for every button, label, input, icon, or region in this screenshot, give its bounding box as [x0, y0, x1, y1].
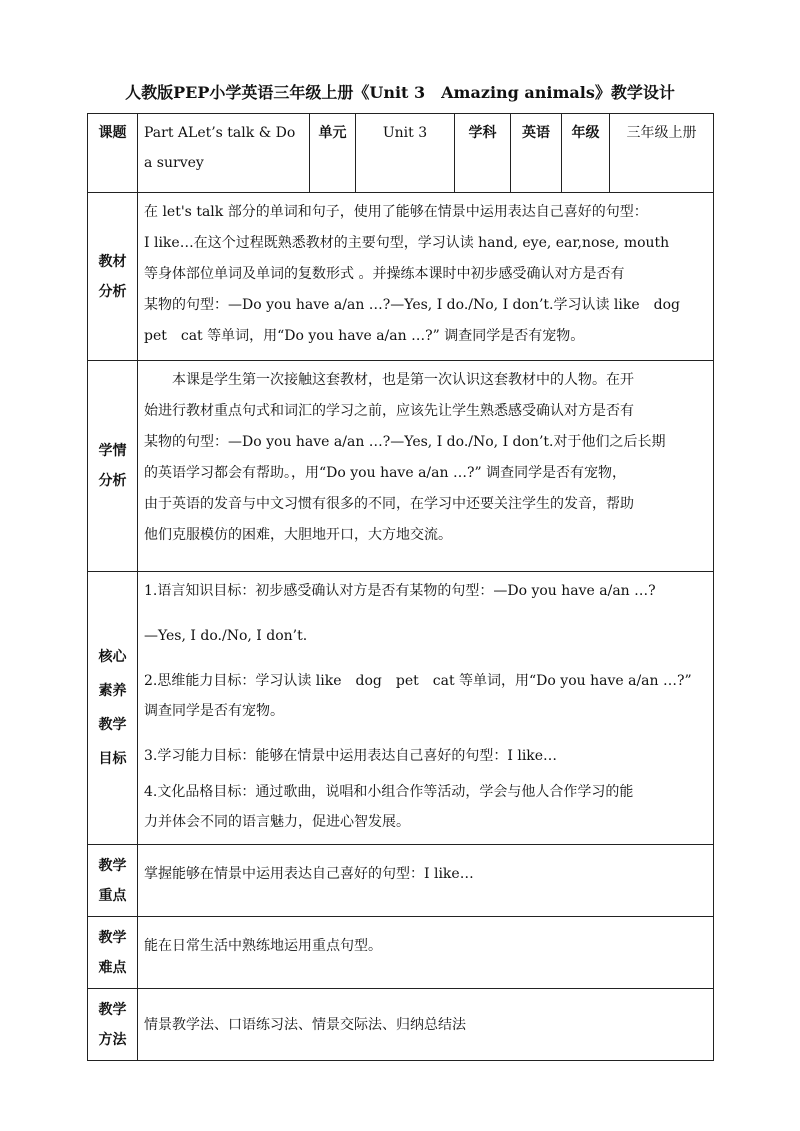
student-analysis-label: [88, 361, 138, 572]
core-label-line: 核心: [98, 649, 127, 665]
core-goals-row: [88, 572, 714, 845]
difficulties-label-line2: 难点: [98, 959, 127, 976]
difficulties-content: 能在日常生活中熟练地运用重点句型。: [138, 917, 714, 989]
student-label-line2: 分析: [98, 473, 127, 489]
lesson-plan-table: [87, 113, 714, 1061]
material-line: 等身体部位单词及单词的复数形式 。并操练本课时中初步感受确认对方是否有: [144, 266, 625, 282]
core-goals-label: [88, 572, 138, 845]
goal-3: 3.学习能力目标：能够在情景中运用表达自己喜好的句型：I like…: [144, 748, 558, 764]
document-title: 人教版PEP小学英语三年级上册《Unit 3 Amazing animals》教学设计: [125, 83, 675, 102]
material-label-line1: 教材: [98, 253, 127, 270]
unit-value: Unit 3: [356, 114, 455, 193]
methods-row: [88, 989, 714, 1061]
methods-content: 情景教学法、口语练习法、情景交际法、归纳总结法: [138, 989, 714, 1061]
difficulties-label: [88, 917, 138, 989]
goal-4-line1: 4.文化品格目标：通过歌曲，说唱和小组合作等活动，学会与他人合作学习的能: [144, 784, 634, 800]
course-value: Part ALet’s talk & Do a survey: [138, 114, 310, 193]
student-line: 本课是学生第一次接触这套教材，也是第一次认识这套教材中的人物。在开: [172, 372, 634, 388]
grade-value: 三年级上册: [610, 114, 714, 193]
student-line: 的英语学习都会有帮助。，用“Do you have a/an …?” 调查同学是否有宠物，: [144, 465, 627, 481]
core-label-line: 素养: [98, 683, 127, 699]
core-goals-content: [138, 572, 714, 845]
grade-label: 年级: [562, 114, 610, 193]
material-line: 某物的句型：—Do you have a/an …?—Yes, I do./No, I don’t.学习认读 like dog: [144, 297, 681, 313]
student-analysis-content: [138, 361, 714, 572]
goal-1-line1: 1.语言知识目标：初步感受确认对方是否有某物的句型：—Do you have a/an …?: [144, 583, 656, 599]
key-label-line2: 重点: [98, 887, 127, 904]
difficulties-row: [88, 917, 714, 989]
methods-label-line2: 方法: [98, 1031, 127, 1048]
student-line: 由于英语的发音与中文习惯有很多的不同，在学习中还要关注学生的发音，帮助: [144, 496, 634, 512]
subject-label: 学科: [455, 114, 511, 193]
course-label: 课题: [88, 114, 138, 193]
material-line: I like…在这个过程既熟悉教材的主要句型，学习认读 hand, eye, ear,nose, mouth: [144, 235, 670, 251]
difficulties-label-line1: 教学: [98, 929, 127, 946]
methods-label-line1: 教学: [98, 1001, 127, 1018]
unit-label: 单元: [310, 114, 356, 193]
material-analysis-row: [88, 193, 714, 361]
material-analysis-content: [138, 193, 714, 361]
core-label-line: 教学: [98, 717, 127, 733]
subject-value: 英语: [511, 114, 562, 193]
student-line: 某物的句型：—Do you have a/an …?—Yes, I do./No, I don’t.对于他们之后长期: [144, 434, 666, 450]
student-line: 他们克服模仿的困难，大胆地开口，大方地交流。: [144, 527, 452, 543]
key-points-row: [88, 845, 714, 917]
key-points-label: [88, 845, 138, 917]
student-analysis-row: [88, 361, 714, 572]
material-line: 在 let's talk 部分的单词和句子，使用了能够在情景中运用表达自己喜好的句型：: [144, 204, 648, 220]
header-row: [88, 114, 714, 193]
core-label-line: 目标: [98, 751, 127, 767]
student-label-line1: 学情: [98, 443, 127, 459]
goal-2-line1: 2.思维能力目标：学习认读 like dog pet cat 等单词，用“Do you have a/an …?”: [144, 673, 692, 689]
goal-2-line2: 调查同学是否有宠物。: [144, 703, 284, 719]
student-line: 始进行教材重点句式和词汇的学习之前，应该先让学生熟悉感受确认对方是否有: [144, 403, 634, 419]
goal-1-line2: —Yes, I do./No, I don’t.: [144, 628, 308, 644]
material-line: pet cat 等单词，用“Do you have a/an …?” 调查同学是否有宠物。: [144, 328, 585, 344]
goal-4-line2: 力并体会不同的语言魅力，促进心智发展。: [144, 814, 410, 830]
material-label-line2: 分析: [98, 283, 127, 300]
key-label-line1: 教学: [98, 857, 127, 874]
material-analysis-label: [88, 193, 138, 361]
methods-label: [88, 989, 138, 1061]
key-points-content: 掌握能够在情景中运用表达自己喜好的句型：I like…: [138, 845, 714, 917]
